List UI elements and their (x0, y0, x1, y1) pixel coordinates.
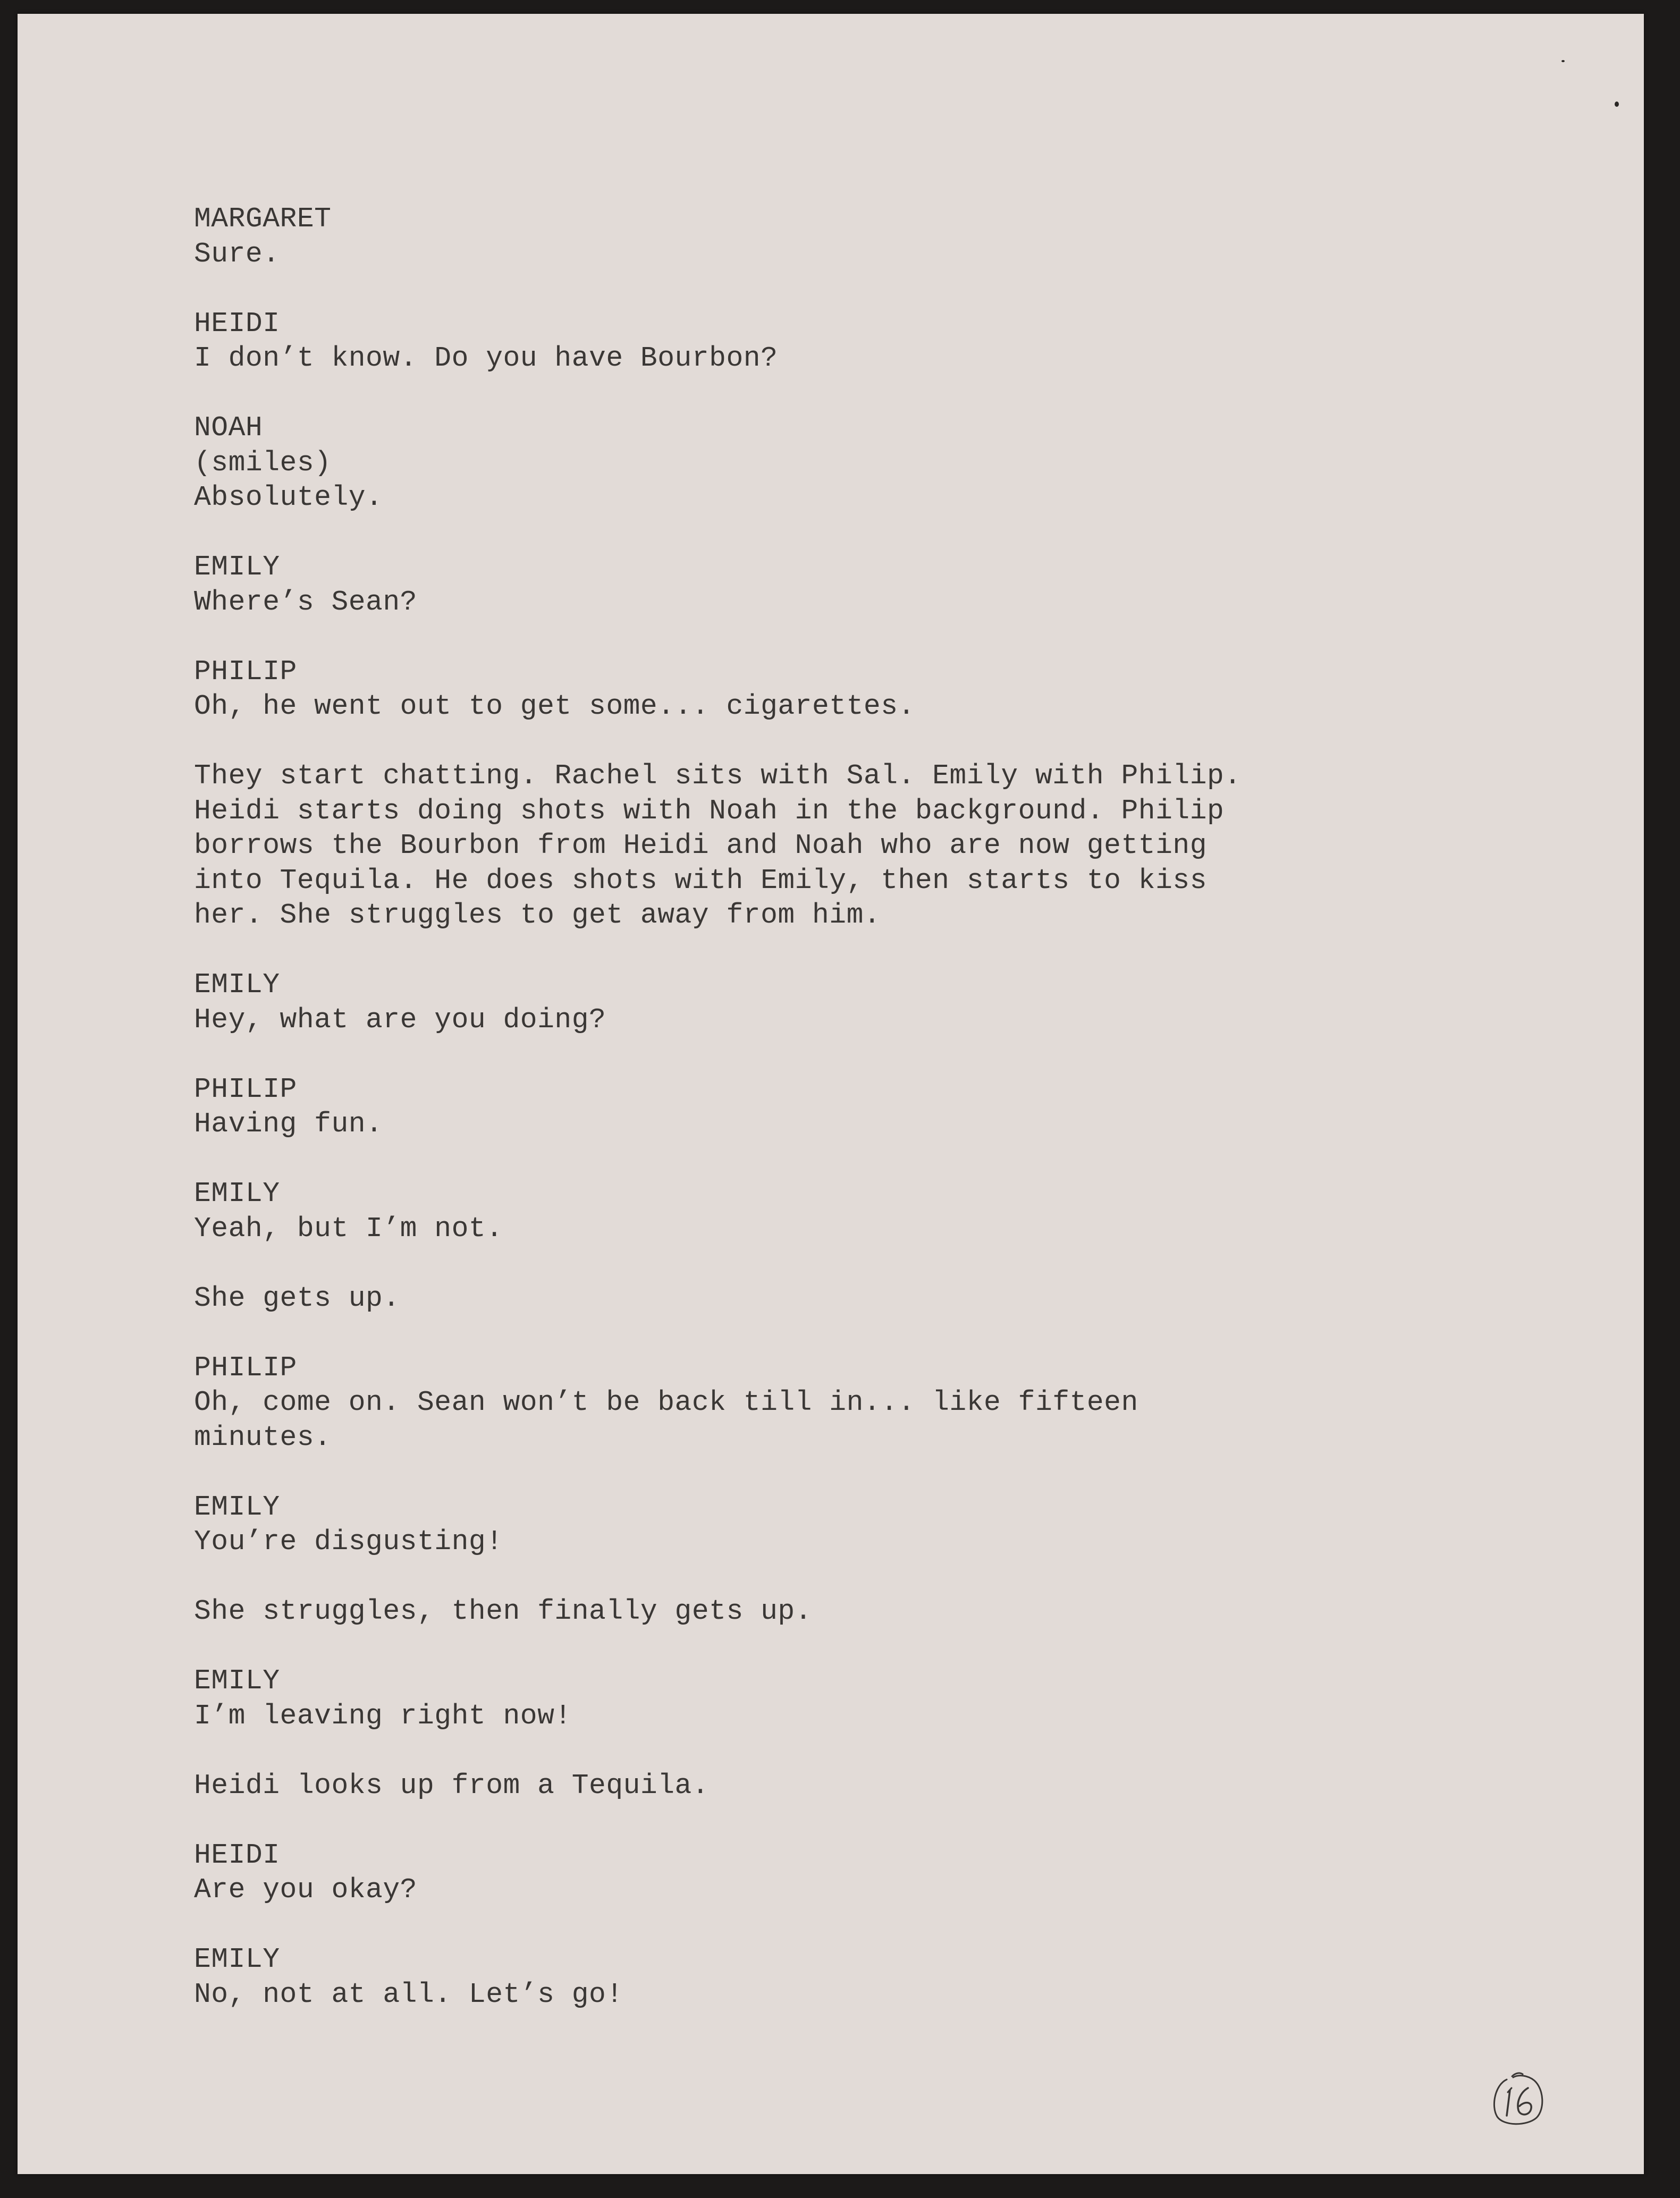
character-name: EMILY (194, 1943, 280, 1975)
screenplay-text (194, 202, 1523, 2047)
handwritten-page-number (1485, 2065, 1549, 2128)
dialogue-block (194, 655, 1523, 724)
dialogue-block (194, 1838, 1523, 1908)
dialogue-block (194, 550, 1523, 620)
character-name: PHILIP (194, 655, 297, 688)
dialogue-line: Sure. (194, 238, 280, 270)
action-line: They start chatting. Rachel sits with Sal. Emily with Philip. (194, 760, 1242, 792)
dialogue-block (194, 1177, 1523, 1246)
dialogue-block (194, 968, 1523, 1037)
dialogue-line: Where’s Sean? (194, 586, 417, 618)
action-block (194, 759, 1523, 933)
character-name: EMILY (194, 1491, 280, 1523)
dialogue-line: I don’t know. Do you have Bourbon? (194, 342, 778, 374)
dialogue-block (194, 411, 1523, 515)
dialogue-block (194, 1351, 1523, 1456)
action-block (194, 1594, 1523, 1629)
dialogue-line: Oh, come on. Sean won’t be back till in... like fifteen (194, 1387, 1138, 1418)
action-block (194, 1769, 1523, 1804)
character-name: EMILY (194, 1178, 280, 1210)
dialogue-line: (smiles) (194, 446, 332, 479)
character-name: EMILY (194, 969, 280, 1001)
dialogue-block (194, 1942, 1523, 2012)
dialogue-line: I’m leaving right now! (194, 1700, 572, 1732)
action-line: into Tequila. He does shots with Emily, then starts to kiss (194, 864, 1208, 897)
paper-speck (1561, 60, 1565, 62)
character-name: EMILY (194, 551, 280, 583)
character-name: EMILY (194, 1665, 280, 1697)
paper-speck (1615, 102, 1619, 107)
dialogue-line: Hey, what are you doing? (194, 1003, 606, 1036)
dialogue-line: You’re disgusting! (194, 1526, 503, 1558)
character-name: HEIDI (194, 307, 280, 340)
action-line: her. She struggles to get away from him. (194, 899, 881, 931)
character-name: PHILIP (194, 1073, 297, 1105)
dialogue-block (194, 1490, 1523, 1560)
action-line: She gets up. (194, 1282, 400, 1314)
action-line: She struggles, then finally gets up. (194, 1595, 812, 1627)
dialogue-block (194, 202, 1523, 272)
character-name: PHILIP (194, 1351, 297, 1384)
dialogue-line: Oh, he went out to get some... cigarettes. (194, 690, 915, 722)
action-line: Heidi looks up from a Tequila. (194, 1769, 710, 1802)
dialogue-line: Absolutely. (194, 481, 383, 513)
dialogue-line: No, not at all. Let’s go! (194, 1978, 623, 2010)
dialogue-block (194, 1664, 1523, 1734)
action-line: Heidi starts doing shots with Noah in the background. Philip (194, 794, 1225, 827)
action-block (194, 1281, 1523, 1316)
dialogue-line: minutes. (194, 1421, 332, 1453)
dialogue-line: Yeah, but I’m not. (194, 1212, 503, 1245)
dialogue-line: Are you okay? (194, 1874, 417, 1906)
character-name: NOAH (194, 412, 263, 444)
character-name: MARGARET (194, 203, 332, 235)
dialogue-block (194, 307, 1523, 376)
dialogue-block (194, 1072, 1523, 1142)
character-name: HEIDI (194, 1839, 280, 1871)
dialogue-line: Having fun. (194, 1108, 383, 1140)
action-line: borrows the Bourbon from Heidi and Noah who are now getting (194, 830, 1208, 861)
